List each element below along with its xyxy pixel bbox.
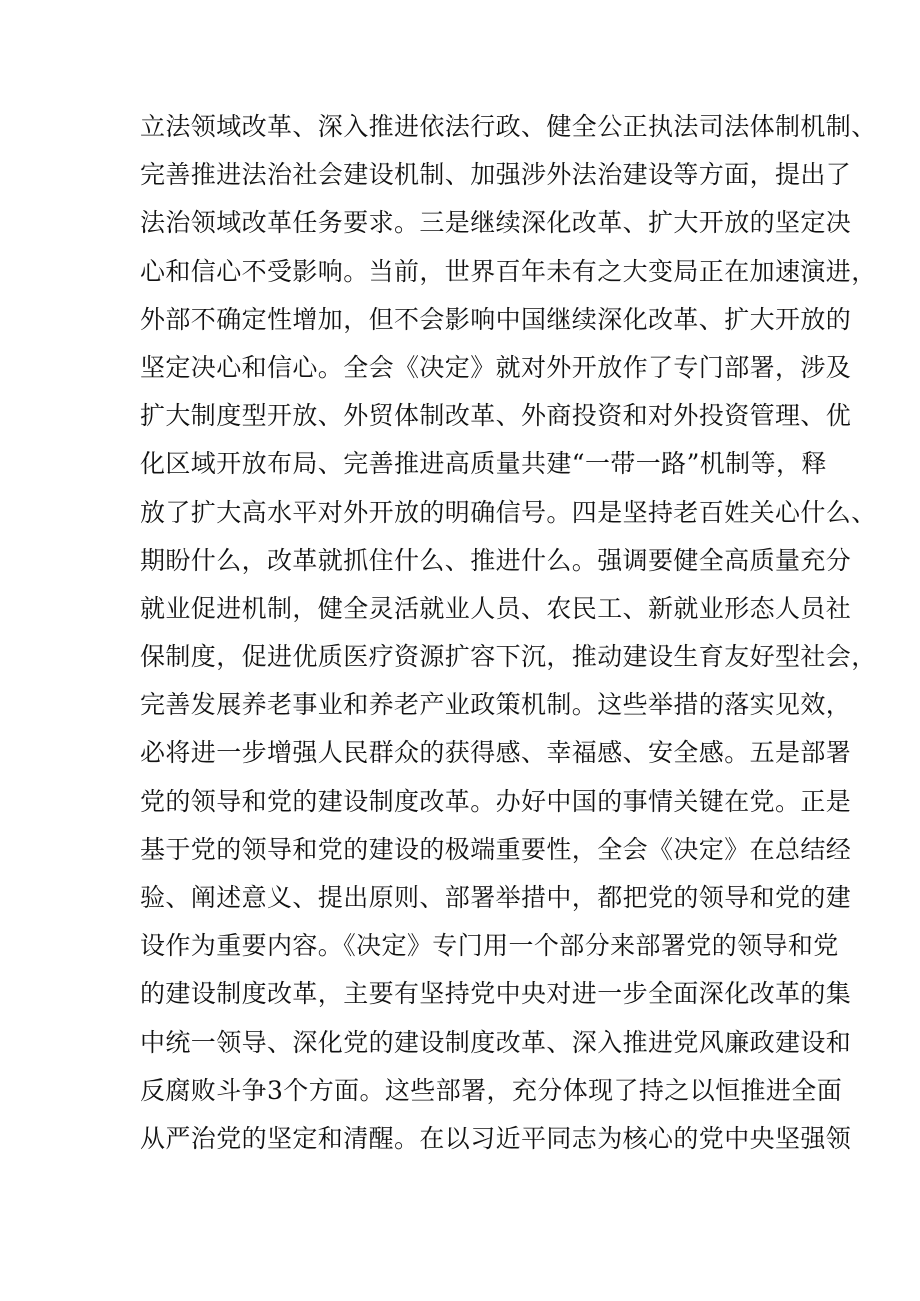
text-line: 坚定决心和信心。全会《决定》就对外开放作了专门部署，涉及 bbox=[140, 352, 852, 382]
text-line: 必将进一步增强人民群众的获得感、幸福感、安全感。五是部署 bbox=[140, 738, 852, 768]
text-line: 就业促进机制，健全灵活就业人员、农民工、新就业形态人员社 bbox=[140, 593, 852, 623]
text-line: 反腐败斗争3个方面。这些部署，充分体现了持之以恒推进全面 bbox=[140, 1075, 843, 1105]
text-line: 党的领导和党的建设制度改革。办好中国的事情关键在党。正是 bbox=[140, 786, 852, 816]
body-text bbox=[140, 103, 877, 1163]
text-line: 完善推进法治社会建设机制、加强涉外法治建设等方面，提出了 bbox=[140, 160, 852, 190]
text-line: 中统一领导、深化党的建设制度改革、深入推进党风廉政建设和 bbox=[140, 1027, 852, 1057]
text-line: 验、阐述意义、提出原则、部署举措中，都把党的领导和党的建 bbox=[140, 883, 852, 912]
text-line: 设作为重要内容。《决定》专门用一个部分来部署党的领导和党 bbox=[140, 931, 839, 961]
text-line: 放了扩大高水平对外开放的明确信号。四是坚持老百姓关心什么、 bbox=[140, 497, 877, 527]
text-line: 保制度，促进优质医疗资源扩容下沉，推动建设生育友好型社会， bbox=[140, 642, 877, 672]
text-line: 基于党的领导和党的建设的极端重要性，全会《决定》在总结经 bbox=[140, 834, 852, 864]
text-line: 化区域开放布局、完善推进高质量共建“一带一路”机制等，释 bbox=[140, 449, 827, 479]
text-line: 立法领域改革、深入推进依法行政、健全公正执法司法体制机制、 bbox=[140, 112, 877, 141]
text-line: 期盼什么，改革就抓住什么、推进什么。强调要健全高质量充分 bbox=[140, 545, 852, 575]
text-line: 完善发展养老事业和养老产业政策机制。这些举措的落实见效， bbox=[140, 690, 852, 720]
text-line: 外部不确定性增加，但不会影响中国继续深化改革、扩大开放的 bbox=[140, 304, 852, 334]
text-line: 的建设制度改革，主要有坚持党中央对进一步全面深化改革的集 bbox=[140, 979, 852, 1009]
text-line: 心和信心不受影响。当前，世界百年未有之大变局正在加速演进， bbox=[140, 256, 877, 286]
text-line: 法治领域改革任务要求。三是继续深化改革、扩大开放的坚定决 bbox=[140, 208, 852, 238]
text-line: 扩大制度型开放、外贸体制改革、外商投资和对外投资管理、优 bbox=[140, 401, 852, 431]
text-line: 从严治党的坚定和清醒。在以习近平同志为核心的党中央坚强领 bbox=[140, 1123, 852, 1153]
